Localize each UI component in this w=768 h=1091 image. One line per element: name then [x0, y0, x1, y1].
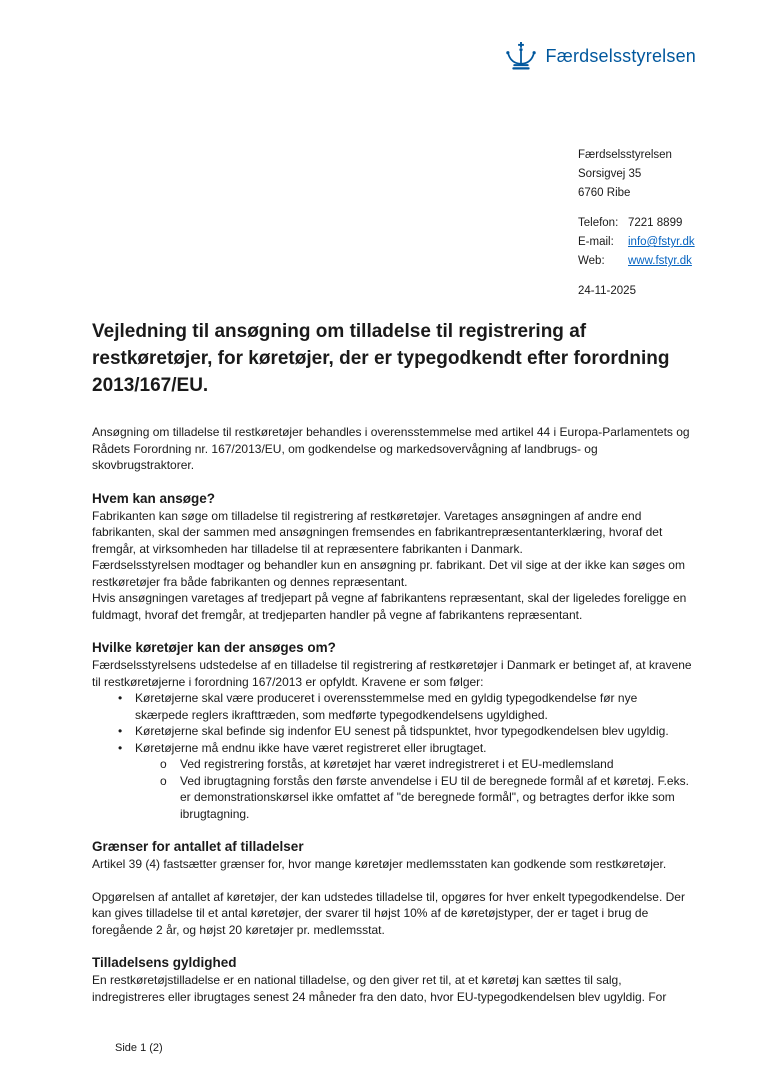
email-link[interactable]: info@fstyr.dk	[628, 236, 695, 248]
web-label: Web:	[578, 255, 605, 267]
contact-web-row	[578, 252, 695, 271]
agency-logo	[505, 42, 696, 70]
section-heading-hvilke: Hvilke køretøjer kan der ansøges om?	[92, 640, 336, 655]
section-heading-gyldighed: Tilladelsens gyldighed	[92, 955, 237, 970]
page-footer	[115, 1042, 163, 1054]
bullet-item	[92, 723, 692, 740]
phone-value: 7221 8899	[628, 217, 683, 229]
contact-spacer	[578, 271, 695, 282]
document-body	[92, 318, 692, 1005]
paragraph-gyldighed-1: En restkøretøjstilladelse er en national tilladelse, og den giver ret til, at et køretøj kan sættes til salg, indregistreres eller ibrugtages senest 24 måneder fra den dato, hvor EU-typegodkendelsen blev ugyldig. For	[92, 973, 667, 1004]
contact-name: Færdselsstyrelsen	[578, 149, 672, 161]
section-heading-hvem: Hvem kan ansøge?	[92, 490, 216, 506]
agency-logo-text: Færdselsstyrelsen	[545, 45, 696, 66]
paragraph-hvem-3: Hvis ansøgningen varetages af tredjepart på vegne af fabrikantens repræsentant, skal der ligeledes foreligge en fuldmagt, hvoraf det fremgår, at tredjeparten handler på vegne af fabrikantens repræsentant.	[92, 591, 687, 622]
bullet-marker: •	[118, 724, 123, 738]
sub-bullet-text: Ved registrering forstås, at køretøjet har været indregistreret i et EU-medlemsland	[180, 757, 614, 771]
bullet-text: Køretøjerne skal være produceret i overensstemmelse med en gyldig typegodkendelse før nye skærpede reglers ikrafttræden, som medførte typegodkendelsens ugyldighed.	[135, 691, 638, 722]
contact-city: 6760 Ribe	[578, 187, 631, 199]
crown-icon	[505, 42, 537, 70]
page-number: Side 1 (2)	[115, 1042, 163, 1054]
bullet-text: Køretøjerne skal befinde sig indenfor EU senest på tidspunktet, hvor typegodkendelsen blev ugyldig.	[135, 724, 669, 738]
contact-email-row	[578, 233, 695, 252]
bullet-marker: •	[118, 691, 123, 705]
section-heading-graenser: Grænser for antallet af tilladelser	[92, 839, 304, 854]
sub-bullet-marker: o	[160, 773, 167, 788]
contact-block	[578, 146, 695, 301]
bullet-text: Køretøjerne må endnu ikke have været registreret eller ibrugtaget.	[135, 740, 487, 755]
web-link[interactable]: www.fstyr.dk	[628, 255, 692, 267]
contact-street: Sorsigvej 35	[578, 168, 642, 180]
paragraph-hvilke-1: Færdselsstyrelsens udstedelse af en tilladelse til registrering af restkøretøjer i Danmark er betinget af, at kravene til restkøretøjerne i forordning 167/2013 er opfyldt. Kravene er som følger:	[92, 658, 692, 689]
document-date: 24-11-2025	[578, 285, 636, 297]
paragraph-hvem-1: Fabrikanten kan søge om tilladelse til registrering af restkøretøjer. Varetages ansøgningen af andre end fabrikanten, skal der sammen med ansøgningen fremsendes en fabrikantrepræsentanterklæring, hvoraf det fremgår, at virksomheden har tilladelse til at repræsentere fabrikanten i Danmark.	[92, 508, 663, 556]
sub-bullet-text: Ved ibrugtagning forstås den første anvendelse i EU til de beregnede formål af et køretøj. F.eks. er demonstrationskørsel ikke omfattet af "de beregnede formål", og betragtes derfor ikke som ibrugtagning.	[180, 773, 689, 821]
sub-bullet-marker: o	[160, 757, 167, 771]
paragraph-graenser-2: Opgørelsen af antallet af køretøjer, der kan udstedes tilladelse til, opgøres for hver enkelt typegodkendelse. Der kan gives tilladelse til et antal køretøjer, der svarer til højst 10% af de køretøjstyper, der er taget i brug de foregående 2 år, og højst 20 køretøjer pr. medlemsstat.	[92, 889, 685, 937]
paragraph-spacer	[92, 873, 692, 889]
contact-phone-row	[578, 214, 695, 233]
paragraph-hvem-2: Færdselsstyrelsen modtager og behandler kun en ansøgning pr. fabrikant. Det vil sige at der ikke kan søges om restkøretøjer fra både fabrikanten og dennes repræsentant.	[92, 558, 685, 589]
bullet-marker: •	[118, 740, 123, 755]
email-label: E-mail:	[578, 236, 614, 248]
intro-paragraph: Ansøgning om tilladelse til restkøretøjer behandles i overensstemmelse med artikel 44 i Europa-Parlamentets og Rådets Forordning nr. 167/2013/EU, om godkendelse og markedsovervågning af landbrugs- og skovbrugstraktorer.	[92, 425, 690, 472]
contact-spacer	[578, 203, 695, 214]
sub-bullet-item	[92, 756, 692, 773]
bullet-item	[92, 740, 692, 757]
document-title: Vejledning til ansøgning om tilladelse til registrering af restkøretøjer, for køretøjer, der er typegodkendt efter forordning 2013/167/EU.	[92, 321, 670, 396]
bullet-item	[92, 690, 692, 723]
sub-bullet-item	[92, 773, 692, 823]
paragraph-graenser-1: Artikel 39 (4) fastsætter grænser for, hvor mange køretøjer medlemsstaten kan godkende som restkøretøjer.	[92, 857, 667, 871]
phone-label: Telefon:	[578, 217, 619, 229]
